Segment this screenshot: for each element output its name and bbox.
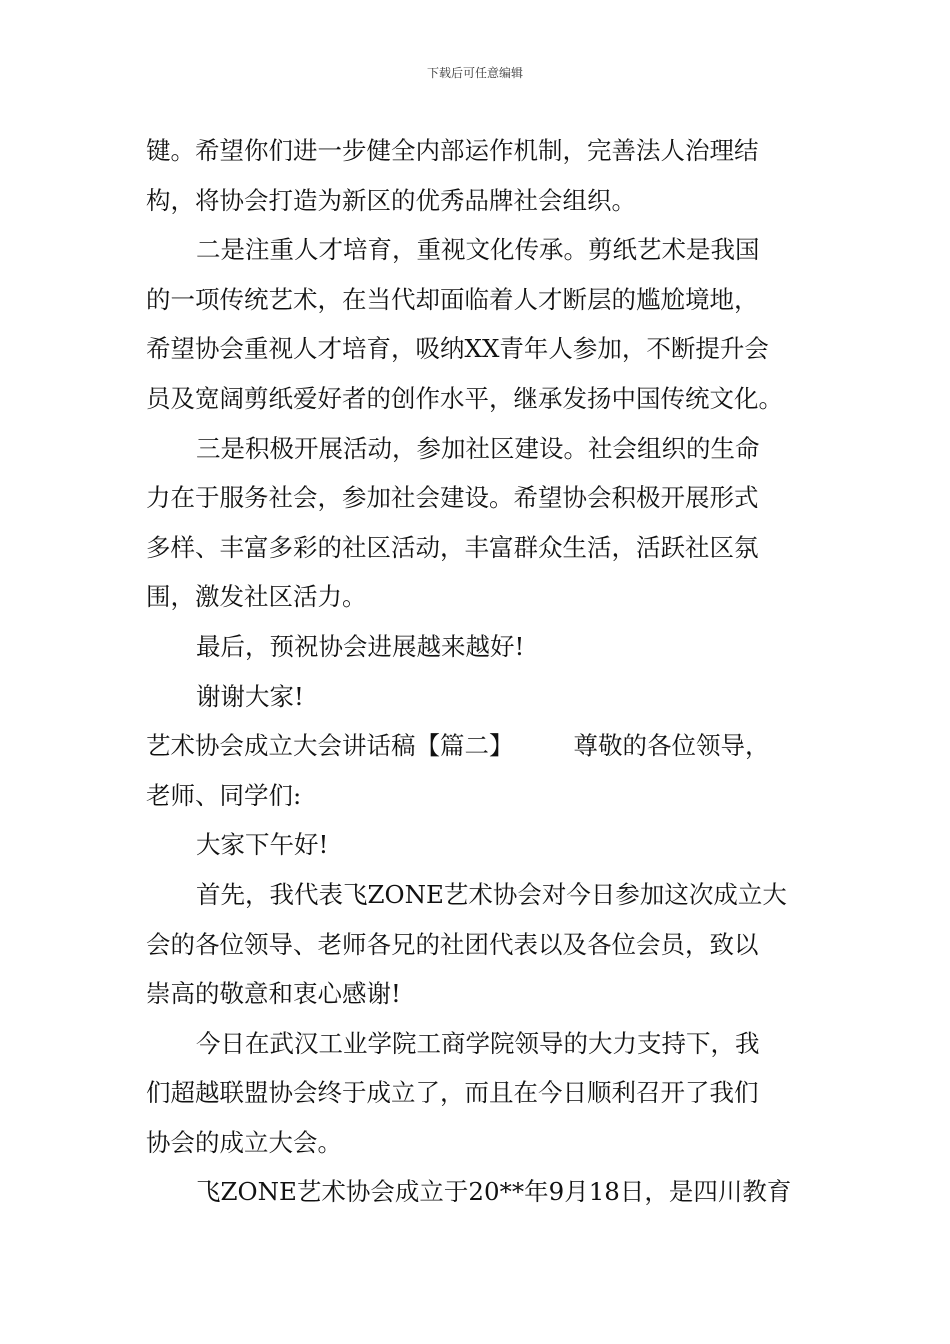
text-line: 老师、同学们:	[146, 780, 302, 810]
paragraph-start-line: 飞ZONE艺术协会成立于20**年9月18日，是四川教育	[196, 1177, 792, 1207]
text-line: 崇高的敬意和衷心感谢!	[146, 979, 401, 1009]
text-line: 围，激发社区活力。	[146, 582, 367, 612]
text-line: 多样、丰富多彩的社区活动，丰富群众生活，活跃社区氛	[146, 532, 759, 562]
text-line: 键。希望你们进一步健全内部运作机制，完善法人治理结	[146, 136, 759, 165]
paragraph-start-line: 最后，预祝协会进展越来越好!	[196, 631, 525, 661]
text-line: 员及宽阔剪纸爱好者的创作水平，继承发扬中国传统文化。	[146, 383, 783, 413]
salutation-start: 尊敬的各位领导，	[573, 731, 770, 761]
text-line: 们超越联盟协会终于成立了，而且在今日顺利召开了我们	[146, 1078, 759, 1108]
section-title: 艺术协会成立大会讲话稿【篇二】	[146, 731, 514, 761]
page-header: 下载后可任意编辑	[426, 66, 523, 80]
paragraph-start-line: 大家下午好!	[196, 830, 329, 860]
text-line: 力在于服务社会，参加社会建设。希望协会积极开展形式	[146, 483, 759, 513]
section-title-line	[146, 721, 808, 771]
paragraph-start-line: 今日在武汉工业学院工商学院领导的大力支持下，我	[196, 1028, 760, 1058]
text-line: 协会的成立大会。	[146, 1127, 342, 1157]
document-body	[146, 126, 808, 1217]
text-line: 构，将协会打造为新区的优秀品牌社会组织。	[146, 185, 636, 215]
text-line: 的一项传统艺术，在当代却面临着人才断层的尴尬境地，	[146, 284, 759, 314]
text-line: 希望协会重视人才培育，吸纳XX青年人参加，不断提升会	[146, 334, 769, 364]
paragraph-start-line: 三是积极开展活动，参加社区建设。社会组织的生命	[196, 433, 760, 463]
text-line: 会的各位领导、老师各兄的社团代表以及各位会员，致以	[146, 929, 759, 959]
paragraph-start-line: 谢谢大家!	[196, 681, 304, 711]
paragraph-start-line: 二是注重人才培育，重视文化传承。剪纸艺术是我国	[196, 235, 760, 265]
paragraph-start-line: 首先，我代表飞ZONE艺术协会对今日参加这次成立大	[196, 879, 787, 909]
